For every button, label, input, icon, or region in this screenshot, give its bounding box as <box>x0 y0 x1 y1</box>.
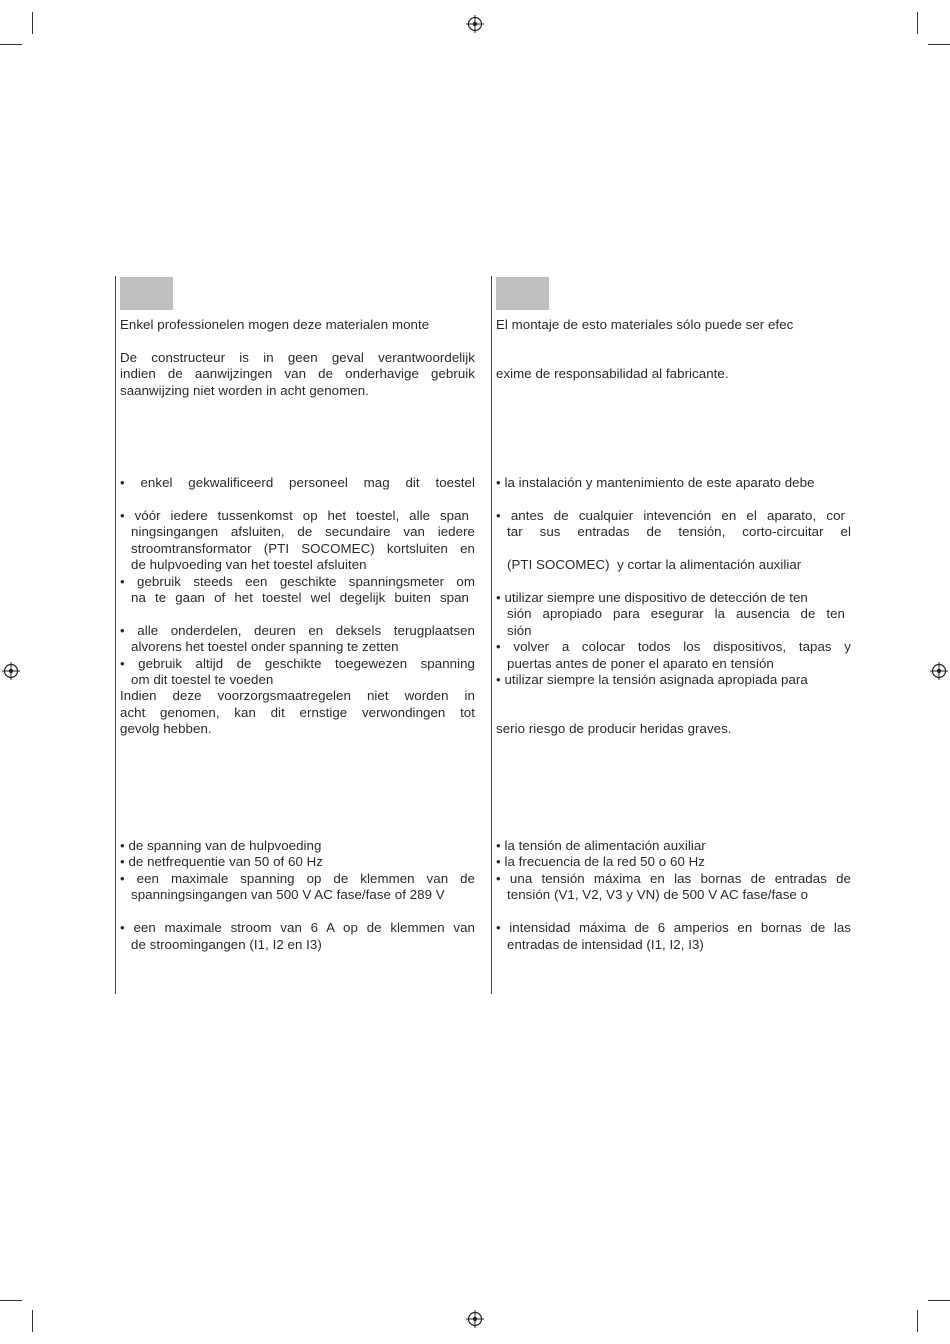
registration-mark-icon <box>466 15 484 33</box>
nl-safety-item: • alle onderdelen, deuren en deksels terugplaatsen <box>120 623 475 638</box>
es-safety-item-cont: sión apropiado para esegurar la ausencia de ten <box>507 606 845 621</box>
nl-check-item: • de spanning van de hulpvoeding <box>120 838 322 853</box>
es-safety-item-cont: puertas antes de poner el aparato en tensión <box>507 656 774 671</box>
nl-check-item: • een maximale stroom van 6 A op de klemmen van <box>120 920 475 935</box>
es-check-item: • la tensión de alimentación auxiliar <box>496 838 706 853</box>
nl-installer-note: Enkel professionelen mogen deze materialen monte <box>120 317 430 332</box>
es-warning-line: serio riesgo de producir heridas graves. <box>496 721 732 736</box>
nl-warning-line: gevolg hebben. <box>120 721 212 736</box>
crop-mark <box>917 12 918 34</box>
nl-warning-line: acht genomen, kan dit ernstige verwondingen tot <box>120 705 475 720</box>
nl-safety-item: • gebruik steeds een geschikte spanningsmeter om <box>120 574 475 589</box>
es-safety-item-cont: (PTI SOCOMEC) y cortar la alimentación auxiliar <box>507 557 802 572</box>
nl-safety-item-cont: om dit toestel te voeden <box>131 672 274 687</box>
crop-mark <box>0 44 22 45</box>
nl-warning-line: Indien deze voorzorgsmaatregelen niet worden in <box>120 688 475 703</box>
nl-safety-item: • gebruik altijd de geschikte toegewezen spanning <box>120 656 475 671</box>
es-check-item: • la frecuencia de la red 50 o 60 Hz <box>496 854 705 869</box>
registration-mark-icon <box>2 662 20 680</box>
nl-safety-item-cont: stroomtransformator (PTI SOCOMEC) kortsluiten en <box>131 541 475 556</box>
nl-safety-item-cont: na te gaan of het toestel wel degelijk buiten span <box>131 590 469 605</box>
nl-check-item-cont: de stroomingangen (I1, I2 en I3) <box>131 937 322 952</box>
nl-liability-line: De constructeur is in geen geval verantwoordelijk <box>120 350 475 365</box>
nl-safety-item: • vóór iedere tussenkomst op het toestel, alle span <box>120 508 469 523</box>
crop-mark <box>32 1310 33 1332</box>
es-safety-item: • antes de cualquier intevención en el aparato, cor <box>496 508 845 523</box>
es-installer-note: El montaje de esto materiales sólo puede ser efec <box>496 317 794 332</box>
es-safety-item: • la instalación y mantenimiento de este aparato debe <box>496 475 815 490</box>
registration-mark-icon <box>930 662 948 680</box>
es-liability-line: exime de responsabilidad al fabricante. <box>496 366 729 381</box>
es-check-item: • una tensión máxima en las bornas de entradas de <box>496 871 851 886</box>
crop-mark <box>917 1310 918 1332</box>
es-check-item: • intensidad máxima de 6 amperios en bornas de las <box>496 920 851 935</box>
registration-mark-icon <box>466 1310 484 1328</box>
nl-safety-item-cont: alvorens het toestel onder spanning te zetten <box>131 639 399 654</box>
nl-check-item: • een maximale spanning op de klemmen van de <box>120 871 475 886</box>
es-check-item-cont: tensión (V1, V2, V3 y VN) de 500 V AC fase/fase o <box>507 887 809 902</box>
nl-check-item-cont: spanningsingangen van 500 V AC fase/fase of 289 V <box>131 887 445 902</box>
es-safety-item: • utilizar siempre la tensión asignada apropiada para <box>496 672 808 687</box>
es-safety-item: • utilizar siempre une dispositivo de detección de ten <box>496 590 808 605</box>
es-safety-item: • volver a colocar todos los dispositivos, tapas y <box>496 639 851 654</box>
column-rule-right <box>491 276 492 994</box>
crop-mark <box>32 12 33 34</box>
nl-safety-item-cont: de hulpvoeding van het toestel afsluiten <box>131 557 367 572</box>
nl-safety-item: • enkel gekwalificeerd personeel mag dit toestel <box>120 475 475 490</box>
es-safety-item-cont: tar sus entradas de tensión, corto-circuitar el <box>507 524 851 539</box>
nl-check-item: • de netfrequentie van 50 of 60 Hz <box>120 854 323 869</box>
crop-mark <box>0 1300 22 1301</box>
nl-liability-line: saanwijzing niet worden in acht genomen. <box>120 383 369 398</box>
nl-safety-item-cont: ningsingangen afsluiten, de secundaire van iedere <box>131 524 475 539</box>
crop-mark <box>928 44 950 45</box>
crop-mark <box>928 1300 950 1301</box>
es-check-item-cont: entradas de intensidad (I1, I2, I3) <box>507 937 704 952</box>
nl-liability-line: indien de aanwijzingen van de onderhavige gebruik <box>120 366 475 381</box>
column-rule-left <box>115 276 116 994</box>
language-tab-es <box>496 277 549 310</box>
es-safety-item-cont: sión <box>507 623 532 638</box>
language-tab-nl <box>120 277 173 310</box>
